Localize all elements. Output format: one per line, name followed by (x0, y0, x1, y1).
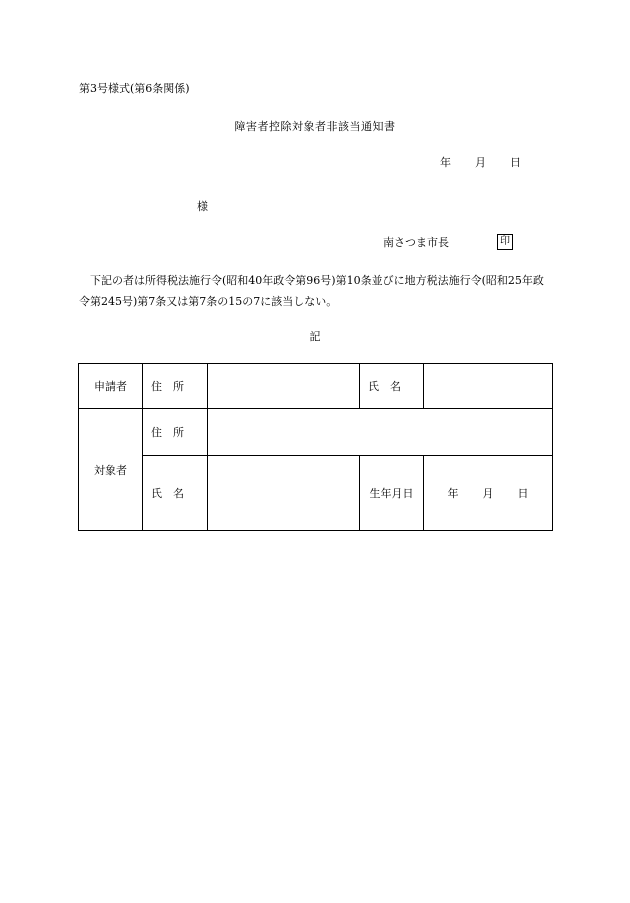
seal-mark: 印 (497, 234, 513, 250)
birth-year: 年 (447, 487, 459, 500)
target-name-label: 氏 名 (143, 456, 208, 531)
form-number: 第3号様式(第6条関係) (79, 82, 190, 95)
applicant-address-field[interactable] (208, 364, 360, 409)
target-label: 対象者 (79, 409, 143, 531)
date-year: 年 (440, 156, 451, 169)
document-title: 障害者控除対象者非該当通知書 (234, 120, 396, 133)
birth-day: 日 (517, 487, 529, 500)
birthdate-label: 生年月日 (360, 456, 424, 531)
applicant-name-label: 氏 名 (360, 364, 424, 409)
table-row (79, 409, 553, 456)
birthdate-field[interactable] (424, 456, 553, 531)
table-row (79, 364, 553, 409)
section-heading: 記 (309, 330, 321, 343)
date-month: 月 (475, 156, 486, 169)
target-address-field[interactable] (208, 409, 553, 456)
target-address-label: 住 所 (143, 409, 208, 456)
date-day: 日 (510, 156, 521, 169)
table-row (79, 456, 553, 531)
applicant-address-label: 住 所 (143, 364, 208, 409)
notice-body-text: 下記の者は所得税法施行令(昭和40年政令第96号)第10条並びに地方税法施行令(昭和25年政令第245号)第7条又は第7条の15の7に該当しない。 (79, 274, 544, 308)
issue-date (440, 157, 521, 168)
applicant-name-field[interactable] (424, 364, 553, 409)
applicant-label: 申請者 (79, 364, 143, 409)
issuer-name: 南さつま市長 (383, 236, 449, 249)
form-table (78, 363, 553, 531)
birth-month: 月 (482, 487, 494, 500)
target-name-field[interactable] (208, 456, 360, 531)
recipient-honorific: 様 (197, 200, 208, 213)
